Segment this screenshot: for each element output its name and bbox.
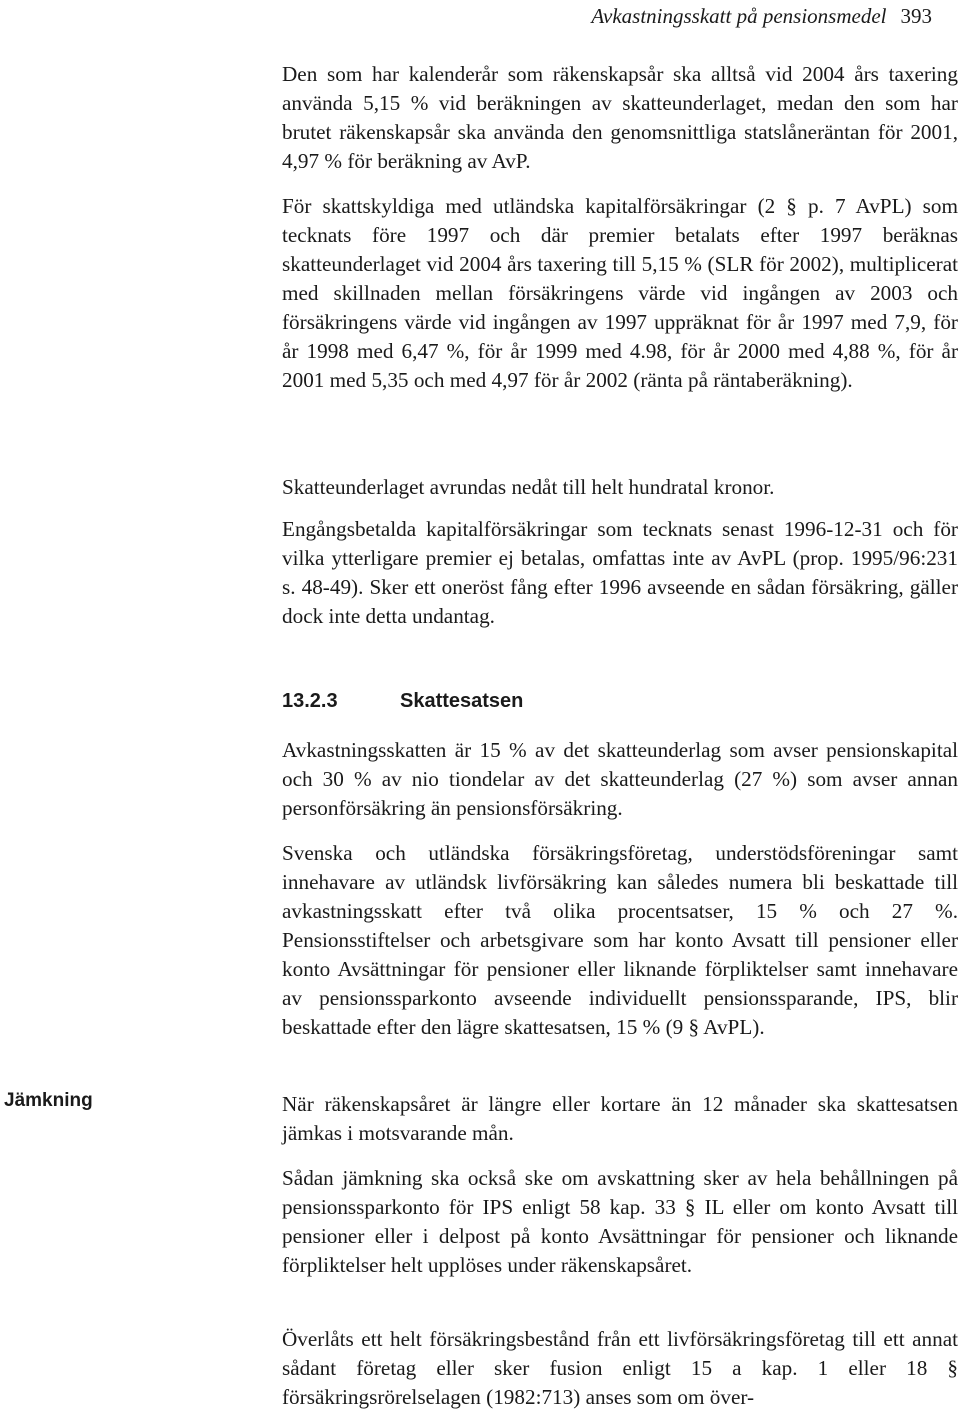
paragraph: Den som har kalenderår som räkenskapsår ska alltså vid 2004 års taxering använda 5,15 % vid beräkningen av skatteunderlaget, medan den som har brutet räkenskapsår ska använda den genomsnittliga statslåneräntan för 2001, 4,97 % för beräkning av AvP. [282,62,958,173]
paragraph: För skattskyldiga med utländska kapitalförsäkringar (2 § p. 7 AvPL) som tecknats före 1997 och där premier betalats efter 1997 beräknas skatteunderlaget vid 2004 års taxering till 5,15 % (SLR för 2002), multiplicerat med skillnaden mellan försäkringens värde vid ingången av 2003 och försäkringens värde vid ingången av 1997 uppräknat för år 1997 med 7,9, för år 1998 med 6,47 %, för år 1999 med 4.98, för år 2000 med 4,88 %, för år 2001 med 5,35 och med 4,97 för år 2002 (ränta på räntaberäkning). [282,194,958,392]
paragraph: När räkenskapsåret är längre eller kortare än 12 månader ska skattesatsen jämkas i motsvarande mån. [282,1092,958,1145]
section-title: Skattesatsen [400,690,524,712]
rates-detail-paragraph-block [282,839,958,1042]
section-number: 13.2.3 [282,690,338,712]
adjustment-paragraph-block [282,1090,958,1148]
rounding-paragraph-block [282,473,958,502]
ips-adjustment-paragraph-block [282,1164,958,1280]
page-number: 393 [900,4,932,28]
paragraph: Överlåts ett helt försäkringsbestånd från ett livförsäkringsföretag till ett annat sådant företag eller sker fusion enligt 15 a kap. 1 eller 18 § försäkringsrörelselagen (1982:713) anses som om över- [282,1327,958,1409]
margin-note-jamkning: Jämkning [4,1090,93,1111]
single-premium-paragraph-block [282,515,958,631]
transfer-paragraph-block [282,1325,958,1412]
header-title: Avkastningsskatt på pensionsmedel [591,4,887,28]
foreign-insurance-paragraph-block [282,192,958,395]
tax-rate-paragraph-block [282,736,958,823]
paragraph: Skatteunderlaget avrundas nedåt till helt hundratal kronor. [282,475,775,499]
paragraph: Engångsbetalda kapitalförsäkringar som tecknats senast 1996-12-31 och för vilka ytterligare premier ej betalas, omfattas inte av AvPL (prop. 1995/96:231 s. 48-49). Sker ett oneröst fång efter 1996 avseende en sådan försäkring, gäller dock inte detta undantag. [282,517,958,628]
paragraph: Svenska och utländska försäkringsföretag, understödsföreningar samt innehavare av utländsk livförsäkring kan således numera bli beskattade till avkastningsskatt efter två olika procentsatser, 15 % och 27 %. Pensionsstiftelser och arbetsgivare som har konto Avsatt till pensioner eller konto Avsättningar för pensioner eller liknande förpliktelser samt innehavare av pensionssparkonto avseende individuellt pensionssparande, IPS, blir beskattade efter den lägre skattesatsen, 15 % (9 § AvPL). [282,841,958,1039]
section-heading [282,690,523,713]
paragraph: Avkastningsskatten är 15 % av det skatteunderlag som avser pensionskapital och 30 % av nio tiondelar av det skatteunderlag (27 %) som avser annan personförsäkring än pensionsförsäkring. [282,738,958,820]
paragraph: Sådan jämkning ska också ske om avskattning sker av hela behållningen på pensionssparkonto för IPS enligt 58 kap. 33 § IL eller om konto Avsatt till pensioner eller i delpost på konto Avsättningar för pensioner och liknande förpliktelser helt upplöses under räkenskapsåret. [282,1166,958,1277]
running-header [591,4,932,29]
intro-paragraph-block [282,60,958,176]
